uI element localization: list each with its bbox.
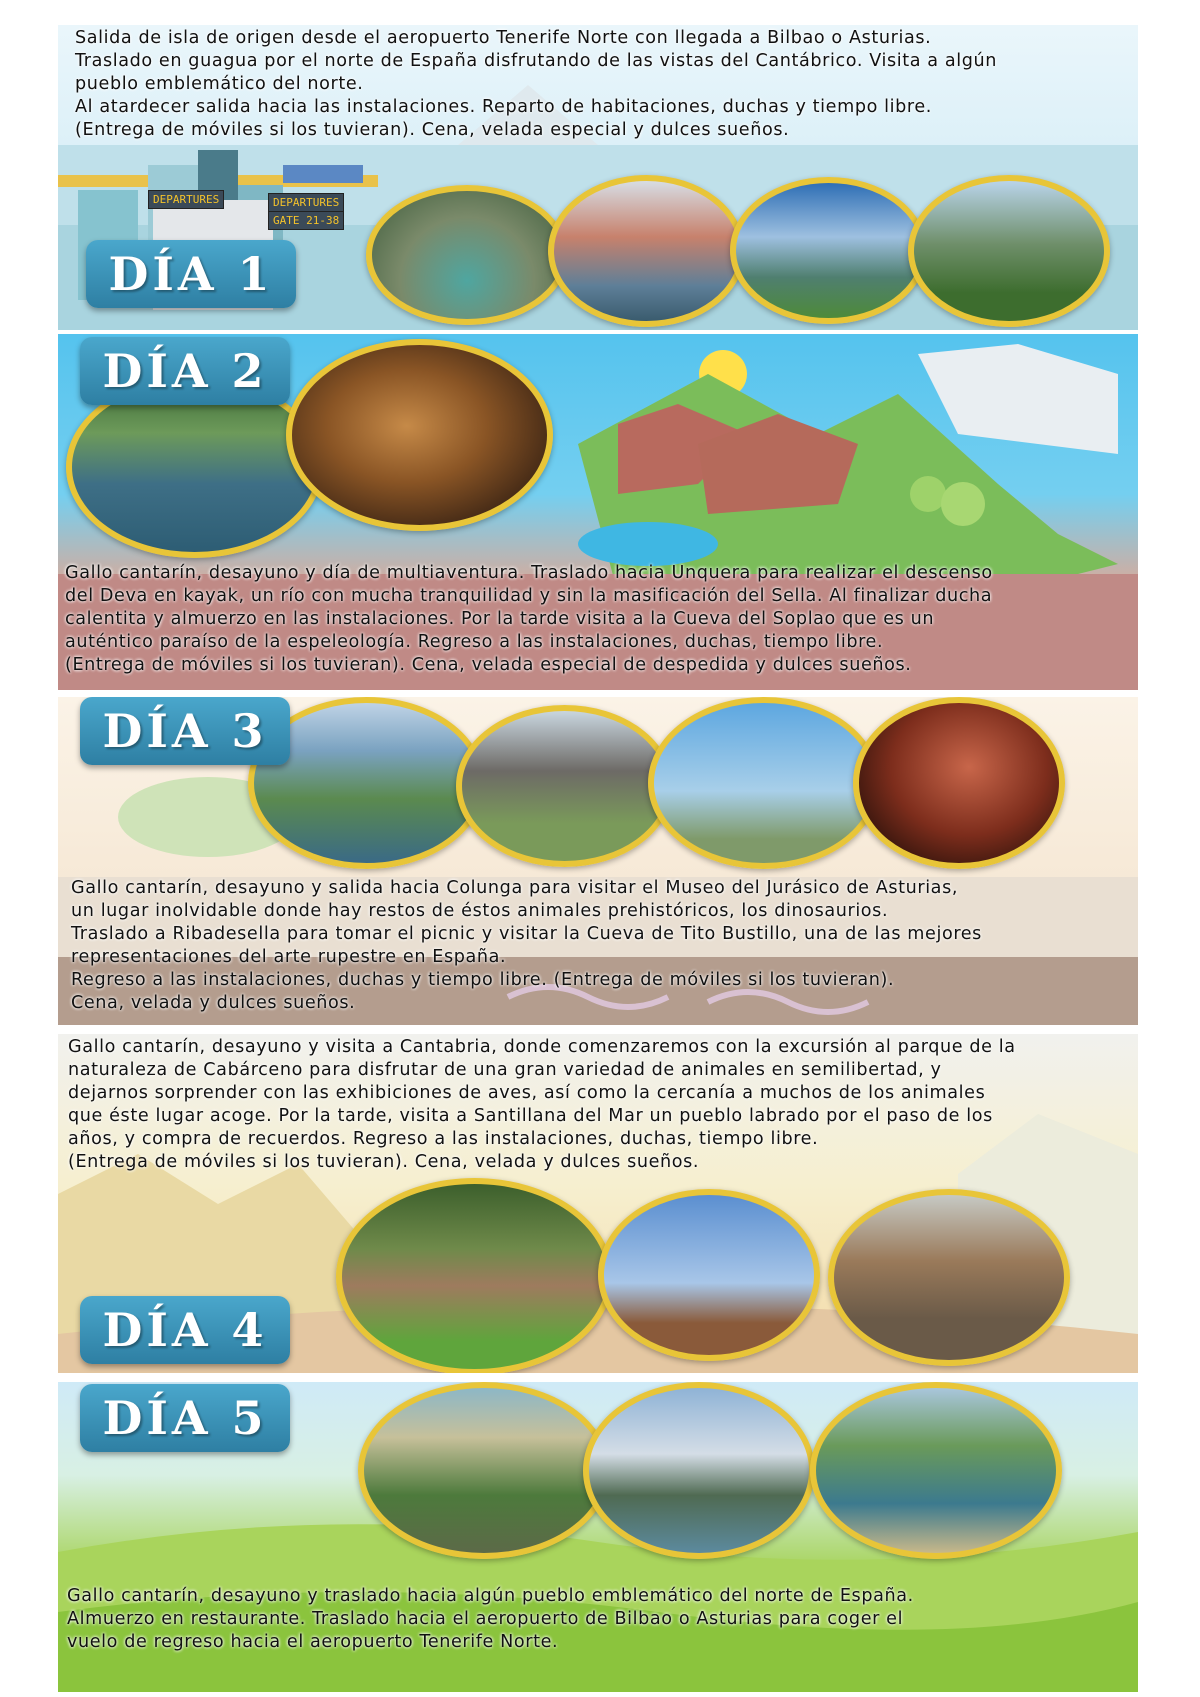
photo-bridge-estuary: [583, 1382, 815, 1559]
photo-santillana-del-mar: [828, 1189, 1070, 1366]
day-3-panel: [58, 697, 1138, 1025]
day-2-panel: [58, 334, 1138, 690]
photo-mountain-valley: [908, 175, 1110, 327]
day-3-description: Gallo cantarín, desayuno y salida hacia Colunga para visitar el Museo del Jurásico de Asturias, un lugar inolvidable donde hay restos de éstos animales prehistóricos, los dinosaurios. Traslado a Ribadesella para tomar el picnic y visitar la Cueva de Tito Bustillo, una de las mejores representaciones del arte rupestre en España. Regreso a las instalaciones, duchas y tiempo libre. (Entrega de móviles si los tuvieran). Cena, velada y dulces sueños.: [71, 878, 982, 1013]
day-4-badge: DÍA 4: [80, 1296, 290, 1364]
photo-bird-exhibition: [598, 1189, 820, 1361]
departures-board: DEPARTURES: [148, 190, 224, 209]
day-4-panel: [58, 1034, 1138, 1373]
gate-sign: GATE 21-38: [268, 211, 344, 230]
photo-cave-soplao: [286, 339, 553, 531]
day-5-panel: [58, 1382, 1138, 1692]
photo-coastal-cliff: [730, 177, 927, 324]
day-2-description: Gallo cantarín, desayuno y día de multiaventura. Traslado hacia Unquera para realizar el descenso del Deva en kayak, un río con mucha tranquilidad y sin la masificación del Sella. Al finalizar ducha calentita y almuerzo en las instalaciones. Por la tarde visita a la Cueva del Soplao que es un auténtico paraíso de la espeleología. Regreso a las instalaciones, duchas, tiempo libre. (Entrega de móviles si los tuvieran). Cena, velada especial de despedida y dulces sueños.: [65, 563, 993, 675]
photo-harbour-town: [548, 175, 745, 327]
day-4-description: Gallo cantarín, desayuno y visita a Cantabria, donde comenzaremos con la excursión al parque de la naturaleza de Cabárceno para disfrutar de una gran variedad de animales en semilibertad, y dejarnos sorprender con las exhibiciones de aves, así como la cercanía a muchos de los animales que éste lugar acoge. Por la tarde, visita a Santillana del Mar un pueblo labrado por el paso de los años, y compra de recuerdos. Regreso a las instalaciones, duchas, tiempo libre. (Entrega de móviles si los tuvieran). Cena, velada y dulces sueños.: [68, 1037, 1016, 1172]
day-2-badge: DÍA 2: [80, 337, 290, 405]
photo-elephants-cabarceno: [336, 1178, 613, 1373]
day-3-badge: DÍA 3: [80, 697, 290, 765]
photo-museo-jurasico: [456, 705, 673, 867]
photo-rock-arch-beach: [366, 185, 568, 325]
photo-aerial-coastline: [358, 1382, 610, 1559]
day-1-panel: [58, 25, 1138, 330]
photo-cave-tito-bustillo: [853, 697, 1065, 869]
departures-sign: DEPARTURES: [268, 193, 344, 212]
photo-dinosaur-statue: [648, 697, 880, 869]
day-1-description: Salida de isla de origen desde el aeropuerto Tenerife Norte con llegada a Bilbao o Asturias. Traslado en guagua por el norte de España disfrutando de las vistas del Cantábrico. Visita a algún pueblo emblemático del norte. Al atardecer salida hacia las instalaciones. Reparto de habitaciones, duchas y tiempo libre. (Entrega de móviles si los tuvieran). Cena, velada especial y dulces sueños.: [75, 28, 997, 140]
day-1-badge: DÍA 1: [86, 240, 296, 308]
day-5-description: Gallo cantarín, desayuno y traslado hacia algún pueblo emblemático del norte de España. Almuerzo en restaurante. Traslado hacia el aeropuerto de Bilbao o Asturias para coger el vuelo de regreso hacia el aeropuerto Tenerife Norte.: [67, 1586, 914, 1652]
day-5-badge: DÍA 5: [80, 1384, 290, 1452]
photo-estuary-aerial: [810, 1382, 1062, 1559]
